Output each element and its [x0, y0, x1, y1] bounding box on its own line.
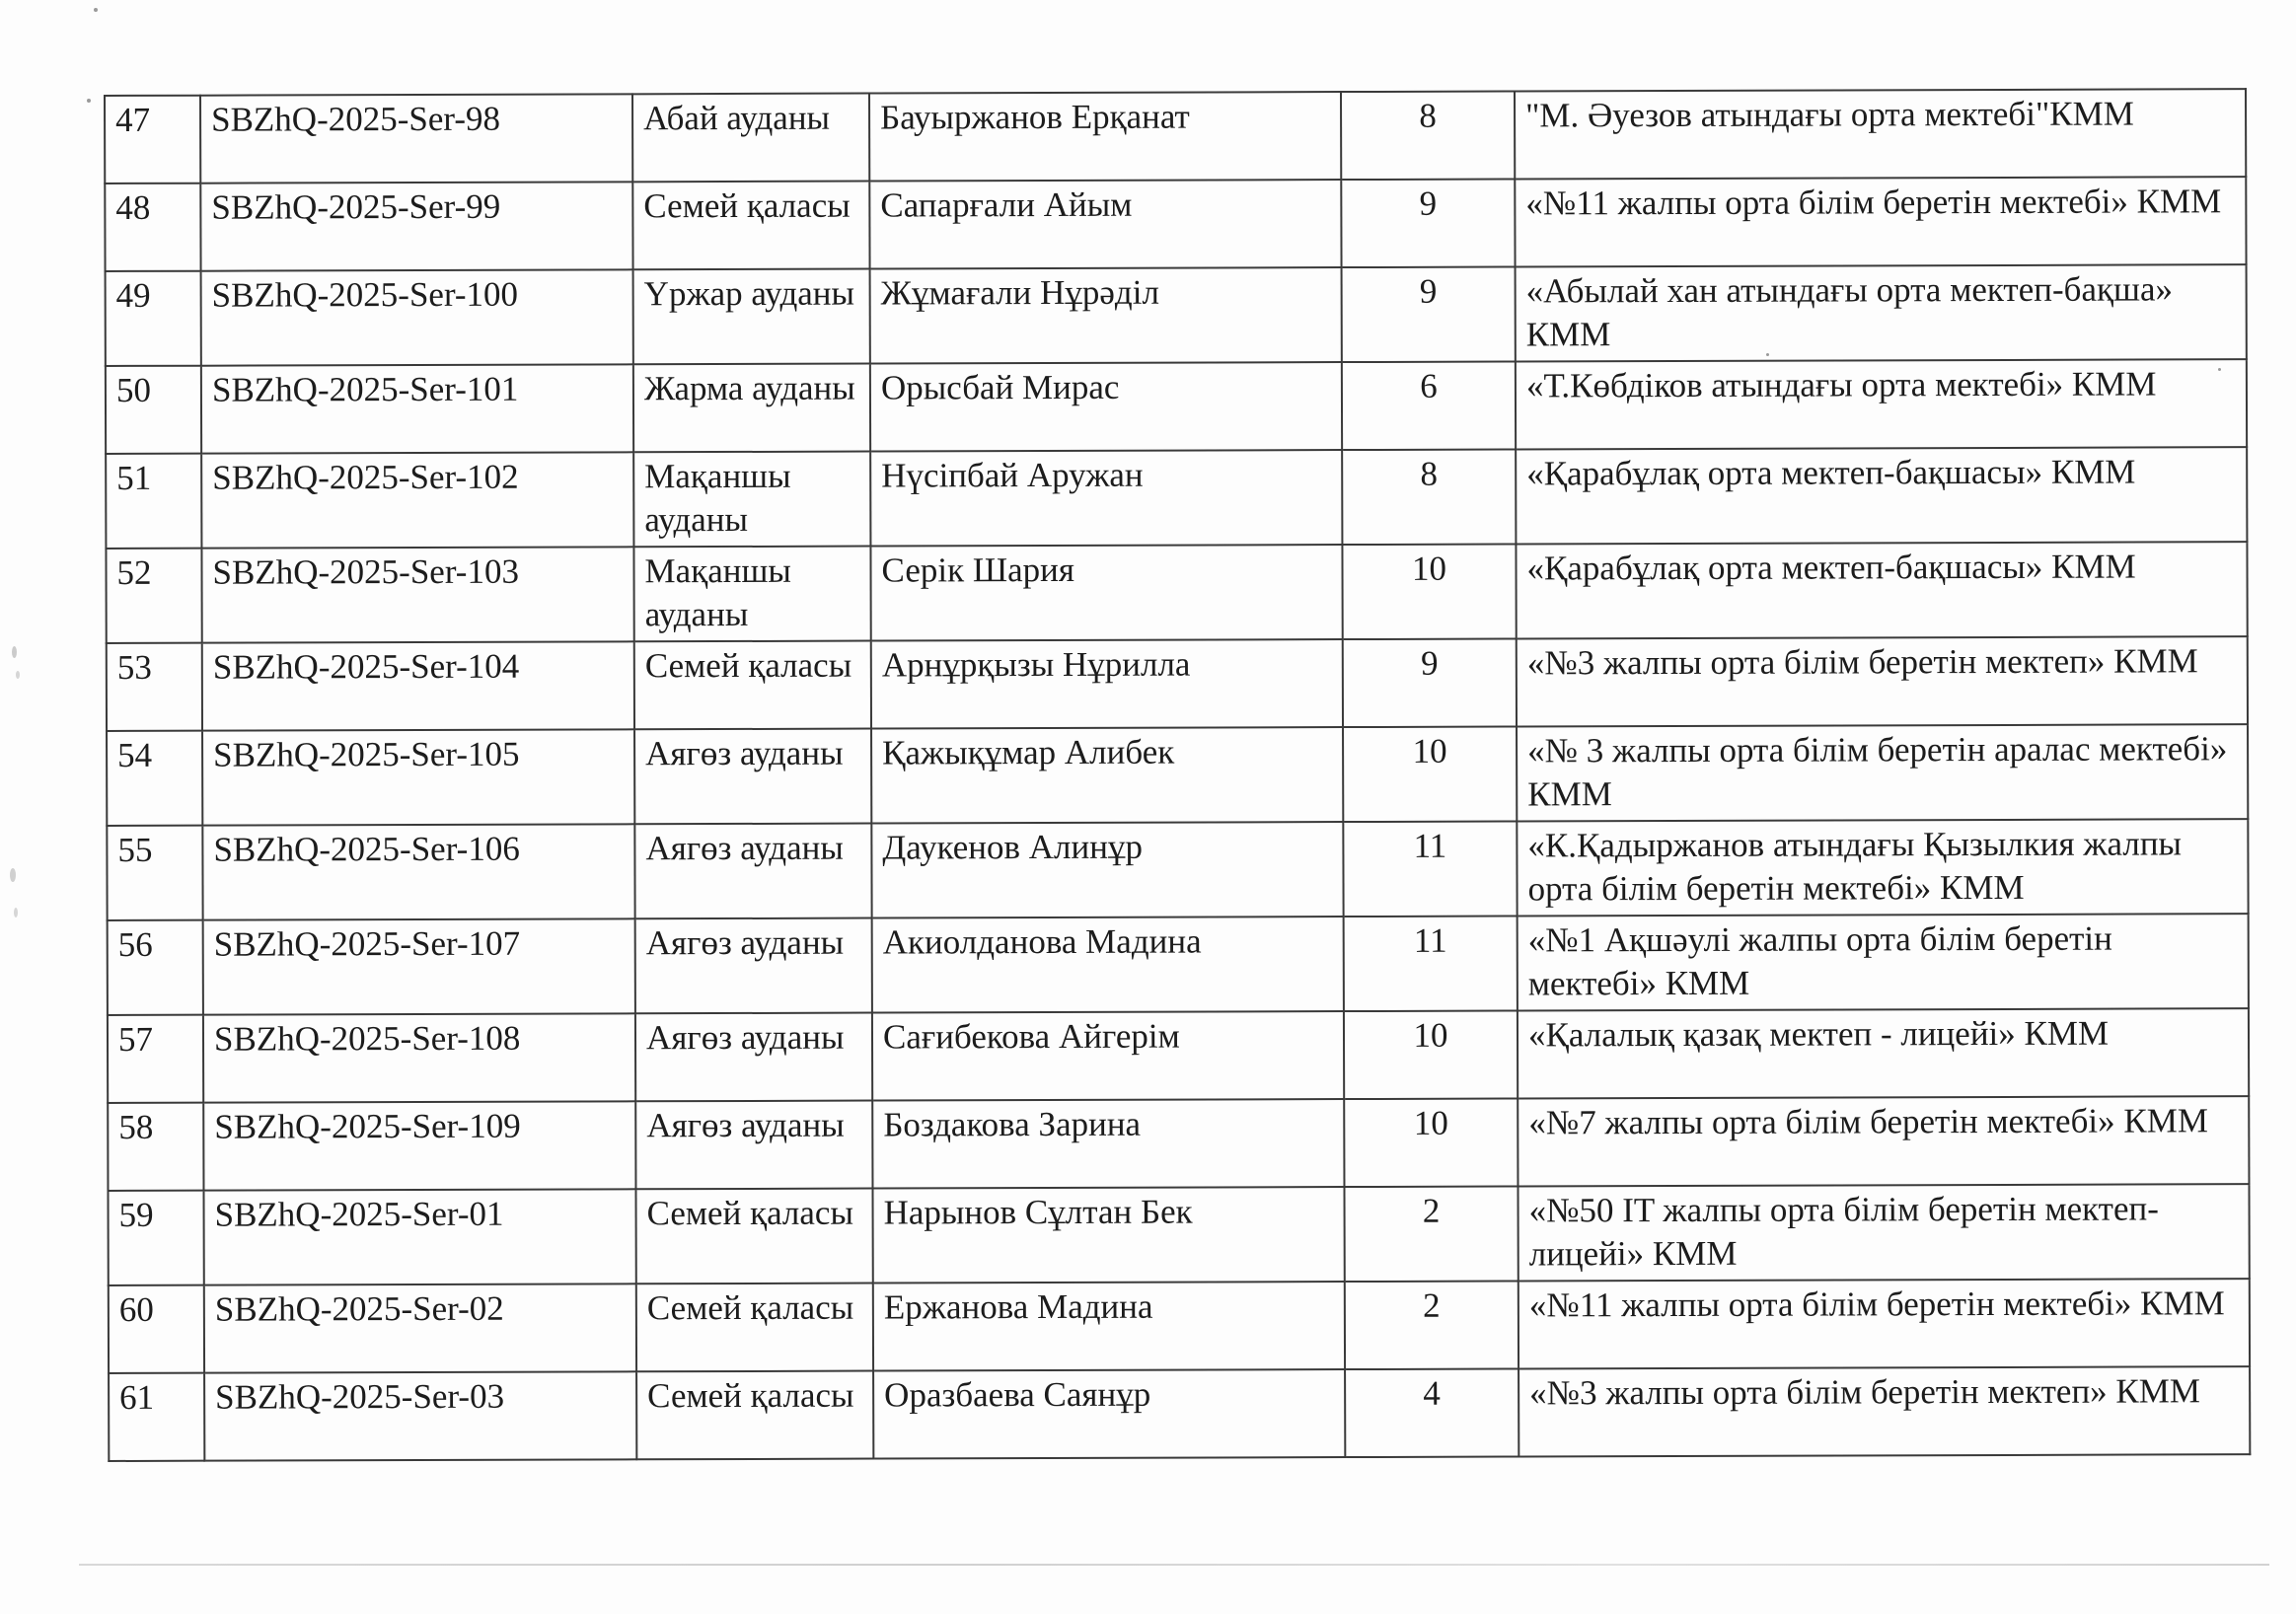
school-cell: «Т.Көбдіков атындағы орта мектебі» КММ: [1516, 359, 2247, 449]
grade-cell: 10: [1344, 1099, 1518, 1188]
participant-code-cell: SBZhQ-2025-Ser-108: [203, 1013, 635, 1102]
school-cell: «№3 жалпы орта білім беретін мектеп» КММ: [1517, 636, 2248, 726]
district-cell: Үржар ауданы: [633, 269, 870, 365]
district-cell: Семей қаласы: [632, 182, 869, 270]
student-name-cell: Даукенов Алинұр: [871, 822, 1343, 918]
school-cell: «№7 жалпы орта білім беретін мектебі» КММ: [1518, 1096, 2249, 1186]
district-cell: Аягөз ауданы: [635, 918, 872, 1014]
student-name-cell: Сағибекова Айгерім: [872, 1011, 1344, 1101]
student-name-cell: Акиолданова Мадина: [872, 917, 1344, 1013]
student-name-cell: Сапарғали Айым: [869, 180, 1341, 269]
school-cell: «Қалалық қазақ мектеп - лицейі» КММ: [1518, 1008, 2249, 1098]
school-cell: «Қарабұлақ орта мектеп-бақшасы» КММ: [1516, 447, 2247, 544]
student-name-cell: Жұмағали Нұрәділ: [870, 267, 1342, 364]
student-name-cell: Серік Шария: [870, 545, 1342, 641]
scan-speck: [14, 908, 18, 917]
row-number-cell: 60: [109, 1285, 204, 1373]
table-row: [109, 1366, 2250, 1461]
table-row: [108, 1008, 2249, 1103]
participant-code-cell: SBZhQ-2025-Ser-99: [200, 182, 632, 270]
table-row: [106, 447, 2247, 549]
scan-speck: [94, 8, 98, 12]
grade-cell: 8: [1341, 92, 1515, 181]
district-cell: Жарма ауданы: [633, 364, 870, 453]
row-number-cell: 54: [107, 731, 202, 826]
participant-code-cell: SBZhQ-2025-Ser-107: [203, 918, 635, 1014]
grade-cell: 9: [1343, 639, 1517, 728]
row-number-cell: 53: [107, 643, 202, 731]
student-name-cell: Ержанова Мадина: [873, 1282, 1345, 1371]
scan-speck: [10, 868, 16, 882]
row-number-cell: 59: [108, 1191, 203, 1285]
table-row: [107, 819, 2248, 920]
student-name-cell: Боздакова Зарина: [872, 1099, 1344, 1189]
student-name-cell: Оразбаева Саянұр: [873, 1369, 1345, 1459]
district-cell: Мақаншы ауданы: [633, 452, 870, 548]
student-name-cell: Арнұрқызы Нұрилла: [871, 639, 1343, 729]
student-name-cell: Нүсіпбай Аружан: [870, 450, 1342, 547]
table-row: [107, 724, 2248, 826]
results-table-container: [104, 88, 2249, 1462]
table-row: [107, 636, 2248, 731]
grade-cell: 9: [1341, 180, 1515, 268]
row-number-cell: 49: [106, 271, 201, 366]
table-row: [105, 177, 2246, 271]
district-cell: Семей қаласы: [635, 1189, 872, 1284]
grade-cell: 2: [1344, 1187, 1518, 1283]
grade-cell: 8: [1342, 450, 1516, 546]
school-cell: «№11 жалпы орта білім беретін мектебі» КММ: [1518, 1279, 2250, 1368]
scan-speck: [16, 671, 20, 679]
scan-speck: [87, 99, 91, 103]
table-row: [105, 89, 2246, 183]
grade-cell: 10: [1344, 1011, 1518, 1100]
grade-cell: 6: [1342, 362, 1516, 451]
district-cell: Аягөз ауданы: [634, 824, 871, 919]
school-cell: «№50 IT жалпы орта білім беретін мектеп-лицейі» КММ: [1518, 1184, 2249, 1281]
district-cell: Аягөз ауданы: [635, 1013, 872, 1102]
school-cell: «№11 жалпы орта білім беретін мектебі» КММ: [1515, 177, 2246, 266]
table-row: [106, 264, 2247, 366]
district-cell: Семей қаласы: [634, 641, 871, 730]
participant-code-cell: SBZhQ-2025-Ser-100: [201, 269, 633, 365]
school-cell: «Қарабұлақ орта мектеп-бақшасы» КММ: [1516, 542, 2247, 638]
table-row: [109, 1279, 2250, 1373]
row-number-cell: 61: [109, 1373, 204, 1461]
page-bottom-line: [79, 1564, 2269, 1566]
participant-code-cell: SBZhQ-2025-Ser-103: [201, 547, 633, 642]
school-cell: "М. Әуезов атындағы орта мектебі"КММ: [1515, 89, 2246, 179]
row-number-cell: 47: [105, 96, 200, 183]
participant-code-cell: SBZhQ-2025-Ser-104: [202, 641, 634, 730]
participant-code-cell: SBZhQ-2025-Ser-01: [203, 1189, 635, 1284]
district-cell: Мақаншы ауданы: [633, 547, 870, 642]
participant-code-cell: SBZhQ-2025-Ser-109: [203, 1101, 635, 1190]
school-cell: «№3 жалпы орта білім беретін мектеп» КММ: [1518, 1366, 2250, 1456]
participant-code-cell: SBZhQ-2025-Ser-98: [200, 94, 632, 183]
results-table-body: [105, 89, 2250, 1461]
table-row: [106, 542, 2247, 643]
scan-speck: [12, 646, 17, 658]
table-row: [106, 359, 2247, 454]
grade-cell: 11: [1343, 822, 1517, 917]
school-cell: «№1 Ақшәулі жалпы орта білім беретін мектебі» КММ: [1518, 914, 2249, 1010]
district-cell: Семей қаласы: [636, 1371, 873, 1460]
participant-code-cell: SBZhQ-2025-Ser-03: [204, 1371, 636, 1460]
results-table: [104, 88, 2251, 1462]
district-cell: Семей қаласы: [636, 1284, 873, 1372]
school-cell: «№ 3 жалпы орта білім беретін аралас мектебі» КММ: [1517, 724, 2248, 821]
student-name-cell: Нарынов Сұлтан Бек: [872, 1187, 1344, 1284]
participant-code-cell: SBZhQ-2025-Ser-02: [204, 1284, 636, 1372]
table-row: [108, 914, 2249, 1015]
district-cell: Аягөз ауданы: [635, 1101, 872, 1190]
grade-cell: 4: [1345, 1369, 1518, 1458]
row-number-cell: 55: [107, 826, 202, 920]
grade-cell: 10: [1342, 545, 1516, 640]
participant-code-cell: SBZhQ-2025-Ser-101: [201, 364, 633, 453]
district-cell: Аягөз ауданы: [634, 729, 871, 825]
row-number-cell: 56: [108, 920, 203, 1015]
grade-cell: 9: [1342, 267, 1516, 363]
grade-cell: 11: [1344, 917, 1518, 1012]
school-cell: «Абылай хан атындағы орта мектеп-бақша» КММ: [1516, 264, 2247, 361]
participant-code-cell: SBZhQ-2025-Ser-105: [202, 729, 634, 825]
student-name-cell: Қажықұмар Алибек: [871, 727, 1343, 824]
table-row: [108, 1096, 2249, 1191]
student-name-cell: Бауыржанов Ерқанат: [869, 92, 1341, 182]
table-row: [108, 1184, 2249, 1285]
grade-cell: 10: [1343, 727, 1517, 823]
district-cell: Абай ауданы: [632, 94, 869, 183]
row-number-cell: 51: [106, 454, 201, 549]
row-number-cell: 52: [106, 549, 201, 643]
participant-code-cell: SBZhQ-2025-Ser-106: [202, 824, 634, 919]
row-number-cell: 48: [105, 183, 200, 271]
row-number-cell: 57: [108, 1015, 203, 1103]
student-name-cell: Орысбай Мирас: [870, 362, 1342, 452]
grade-cell: 2: [1345, 1282, 1518, 1370]
row-number-cell: 50: [106, 366, 201, 454]
row-number-cell: 58: [108, 1103, 203, 1191]
participant-code-cell: SBZhQ-2025-Ser-102: [201, 452, 633, 548]
school-cell: «К.Қадыржанов атындағы Қызылкия жалпы орта білім беретін мектебі» КММ: [1517, 819, 2248, 916]
